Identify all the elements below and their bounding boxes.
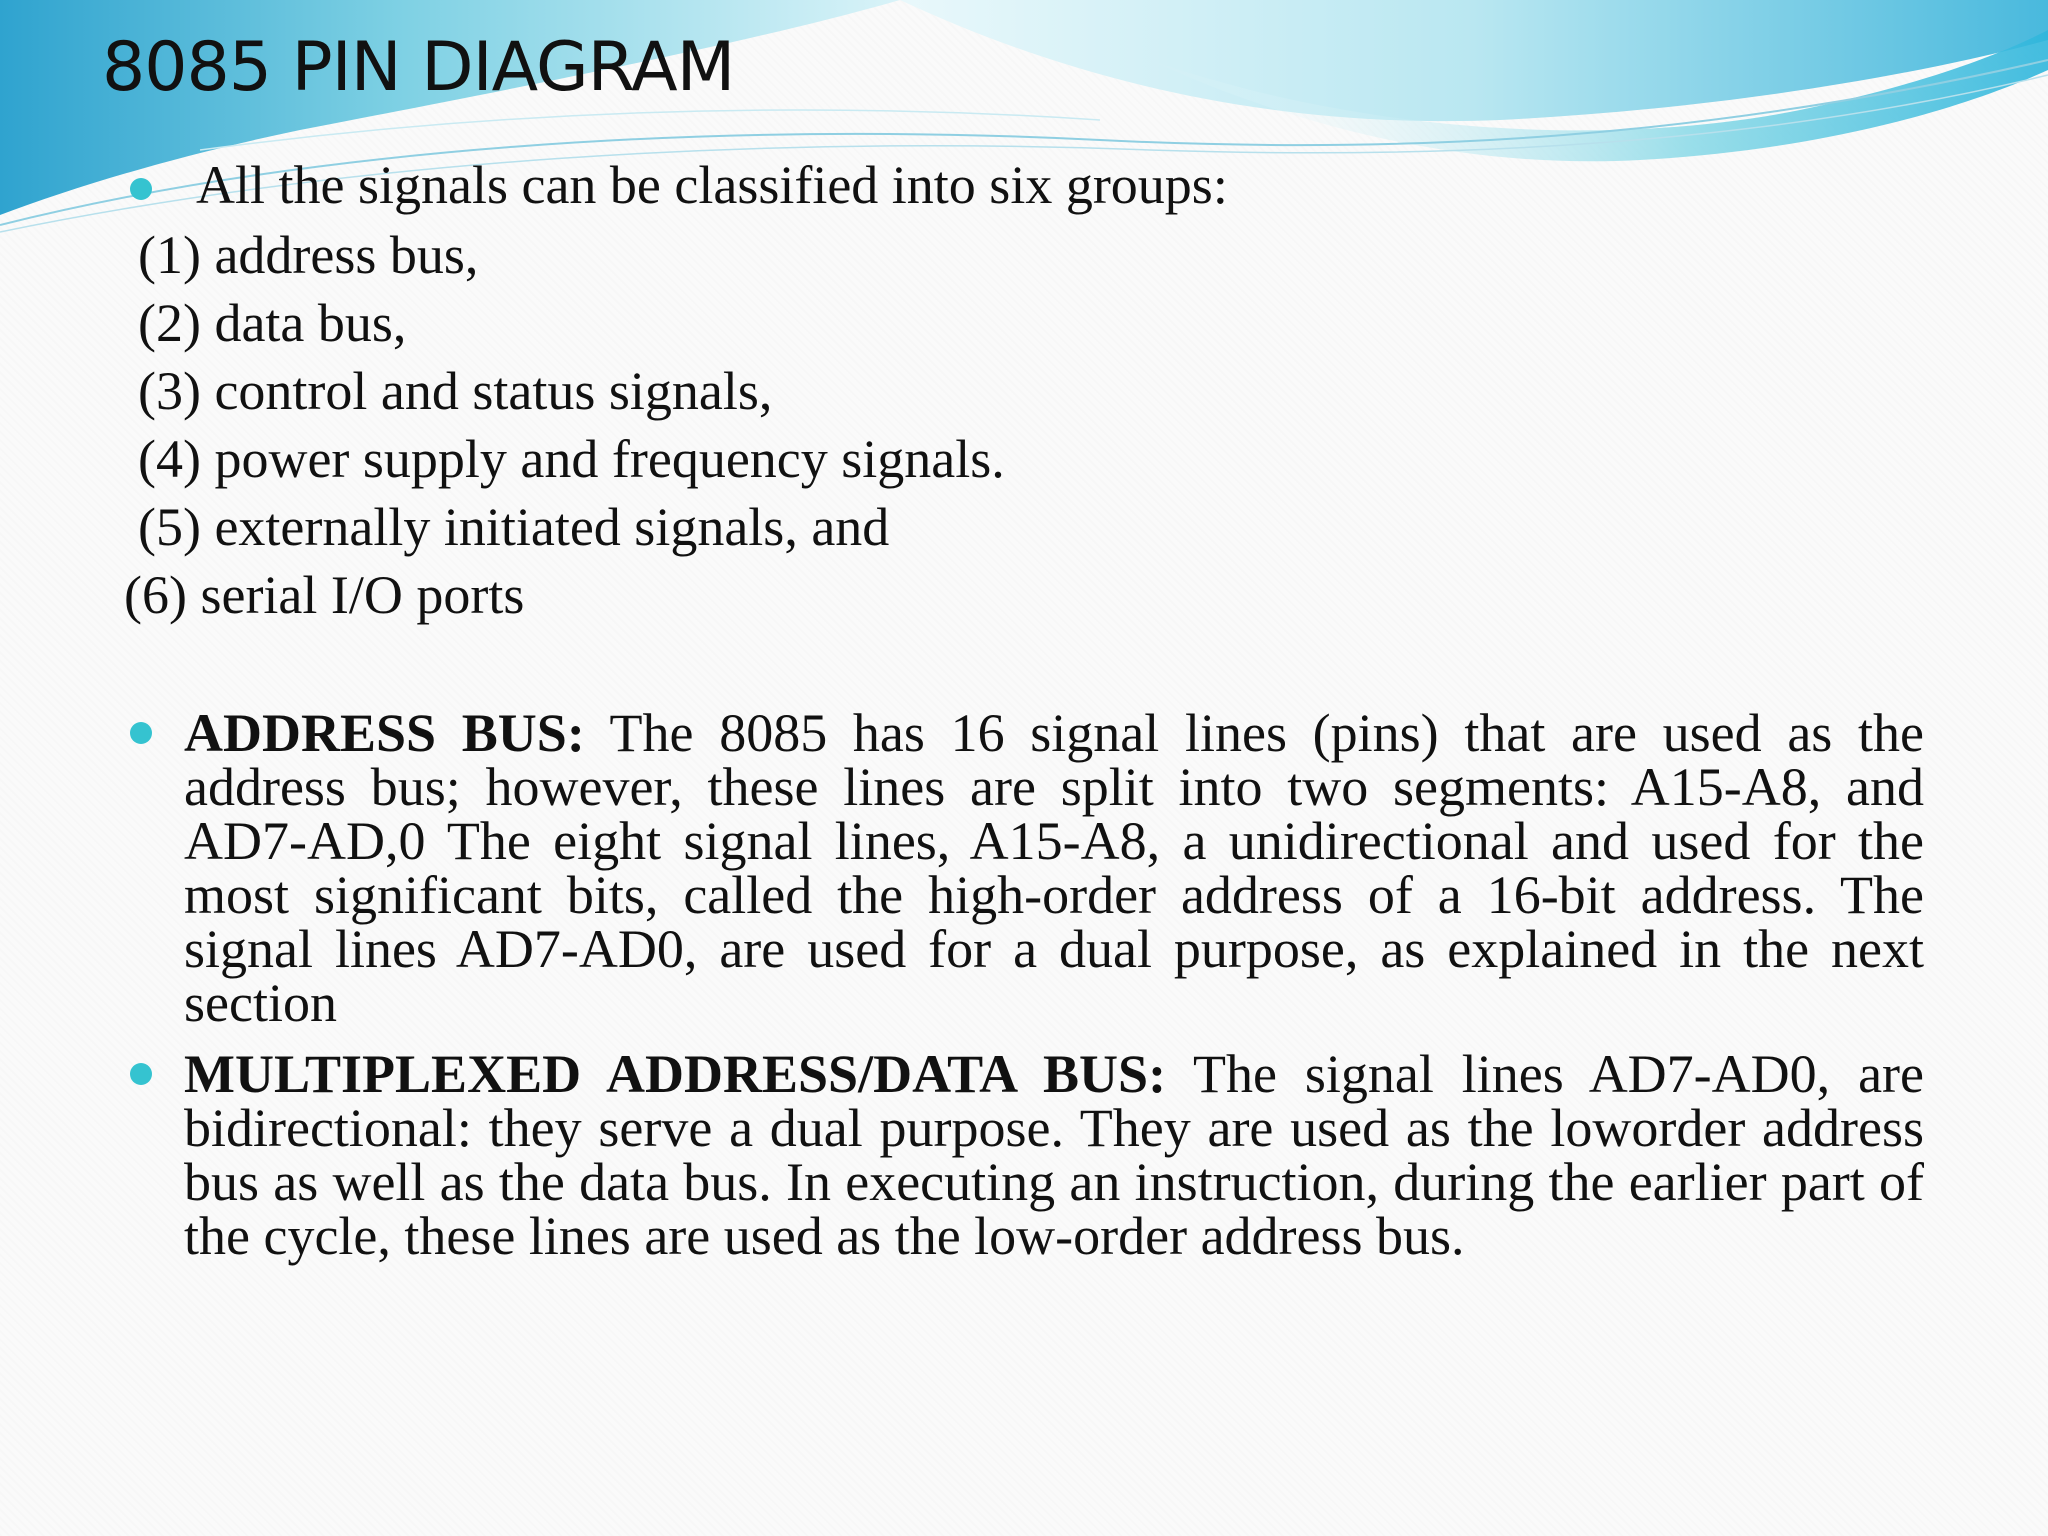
intro-text: All the signals can be classified into six groups: [196,155,1228,215]
list-item: (4) power supply and frequency signals. [138,429,1005,489]
multiplexed-bus-text: The signal lines AD7-AD0, are bidirectional: they serve a dual purpose. They are used as the loworder address bus as well as the data bus. In executing an instruction, during the earlier part of the cycle, these lines are used as the low-order address bus. [184,1044,1924,1266]
bullet-icon [130,1063,152,1085]
address-bus-text: The 8085 has 16 signal lines (pins) that are used as the address bus; however, these lines are split into two segments: A15-A8, and AD7-AD,0 The eight signal lines, A15-A8, a unidirectional and used for the most significant bits, called the high-order address of a 16-bit address. The signal lines AD7-AD0, are used for a dual purpose, as explained in the next section [184,703,1924,1033]
list-item: (1) address bus, [138,225,479,285]
multiplexed-bus-paragraph [184,1044,1924,1266]
list-item: (5) externally initiated signals, and [138,497,890,557]
list-item: (2) data bus, [138,293,407,353]
page-title: 8085 PIN DIAGRAM [102,28,735,107]
multiplexed-bus-heading: MULTIPLEXED ADDRESS/DATA BUS: [184,1044,1167,1104]
address-bus-paragraph [184,703,1924,1033]
list-item: (6) serial I/O ports [124,565,525,625]
list-item: (3) control and status signals, [138,361,773,421]
bullet-icon [130,178,152,200]
address-bus-heading: ADDRESS BUS: [184,703,585,763]
bullet-icon [130,722,152,744]
